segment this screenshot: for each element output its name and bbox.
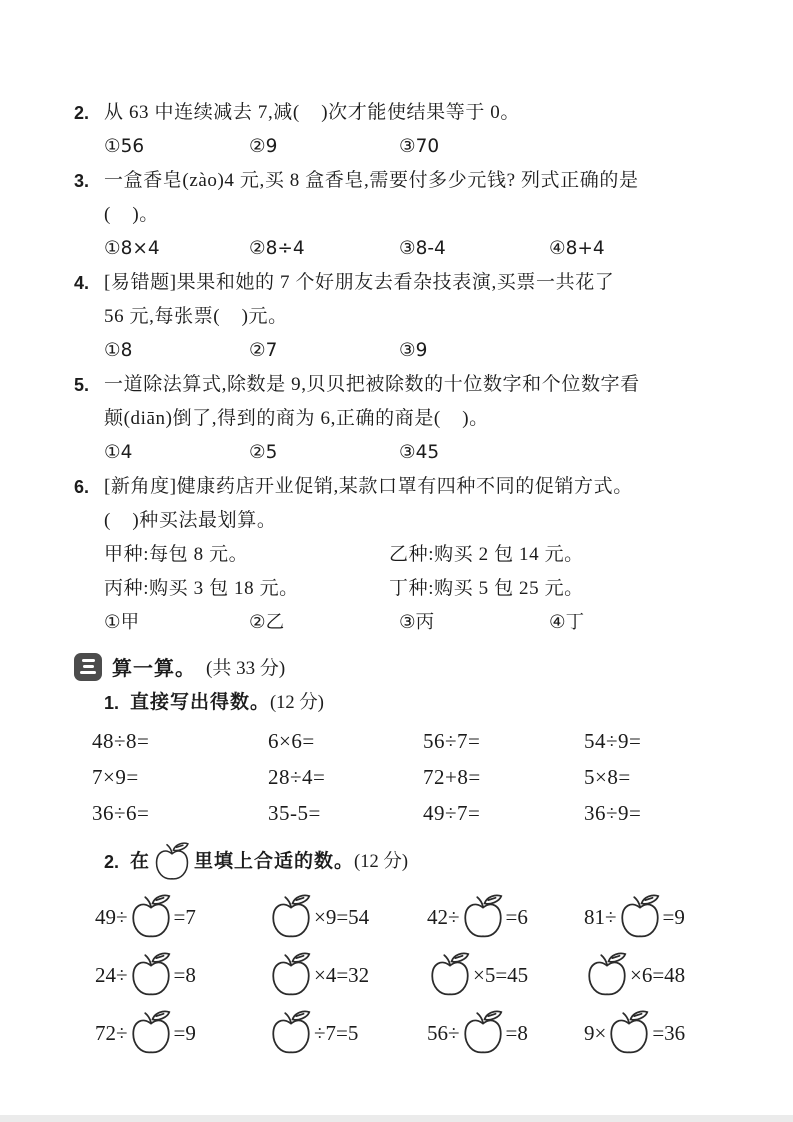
subquestion-number: 1. <box>104 693 120 713</box>
apple-equations-grid <box>95 891 737 1059</box>
subquestion-title-before: 在 <box>130 851 151 872</box>
option-3: ③9 <box>399 340 428 361</box>
apple-equation <box>268 1007 427 1059</box>
section-score: (共 33 分) <box>206 658 286 679</box>
equation-after: ×6=48 <box>630 962 686 987</box>
apple-icon <box>268 951 314 999</box>
question-number: 2. <box>74 103 90 123</box>
option-3: ③70 <box>399 136 440 157</box>
equation-before: 24÷ <box>95 962 128 987</box>
equation-after: ÷7=5 <box>314 1020 359 1045</box>
question-text: 一盒香皂(zào)4 元,买 8 盒香皂,需要付多少元钱? 列式正确的是 <box>104 170 639 191</box>
section-three-header <box>74 652 737 681</box>
apple-icon <box>460 893 506 941</box>
apple-icon <box>584 951 630 999</box>
promo-plan-row-1 <box>74 538 737 572</box>
apple-equation <box>427 891 584 943</box>
apple-equation <box>427 949 584 1001</box>
equation-after: =8 <box>505 1020 528 1045</box>
option-1: ①4 <box>104 442 133 463</box>
equation-before: 42÷ <box>427 904 460 929</box>
equation-before: 72÷ <box>95 1020 128 1045</box>
option-2: ②9 <box>249 136 278 157</box>
option-3: ③8-4 <box>399 238 446 259</box>
equation: 36÷9= <box>584 801 642 825</box>
question-text-continued: ( )种买法最划算。 <box>104 510 277 531</box>
subquestion-number: 2. <box>104 852 120 872</box>
apple-icon <box>268 893 314 941</box>
apple-icon <box>128 951 174 999</box>
question-number: 5. <box>74 375 90 395</box>
apple-equation <box>427 1007 584 1059</box>
option-1: ①8×4 <box>104 238 160 259</box>
question-3 <box>74 164 737 266</box>
question-text-continued: 56 元,每张票( )元。 <box>104 306 288 327</box>
equation-after: ×4=32 <box>314 962 370 987</box>
option-2: ②乙 <box>249 612 285 633</box>
question-text: [新角度]健康药店开业促销,某款口罩有四种不同的促销方式。 <box>104 476 633 497</box>
subquestion-score: (12 分) <box>270 693 324 713</box>
option-4: ④8+4 <box>549 238 605 259</box>
apple-equation <box>95 891 268 943</box>
subquestion-2-header <box>74 841 737 883</box>
question-text: 从 63 中连续减去 7,减( )次才能使结果等于 0。 <box>104 102 521 123</box>
option-row <box>74 130 737 164</box>
apple-icon <box>152 841 192 883</box>
equation-after: =8 <box>173 962 196 987</box>
equation-before: 9× <box>584 1020 607 1045</box>
equation-after: =36 <box>652 1020 686 1045</box>
apple-equation <box>268 949 427 1001</box>
apple-equation <box>584 949 737 1001</box>
option-row <box>74 232 737 266</box>
option-1: ①8 <box>104 340 133 361</box>
option-4: ④丁 <box>549 612 585 633</box>
equation: 35-5= <box>268 801 321 825</box>
question-4 <box>74 266 737 368</box>
question-number: 4. <box>74 273 90 293</box>
equation: 48÷8= <box>92 729 150 753</box>
equation: 6×6= <box>268 729 315 753</box>
plan-ding: 丁种:购买 5 包 25 元。 <box>389 578 584 599</box>
option-1: ①甲 <box>104 612 140 633</box>
question-5 <box>74 368 737 470</box>
apple-icon <box>268 1009 314 1057</box>
section-title: 算一算。 <box>112 658 196 680</box>
equation-before: 56÷ <box>427 1020 460 1045</box>
apple-equation <box>95 949 268 1001</box>
option-1: ①56 <box>104 136 145 157</box>
apple-equation <box>95 1007 268 1059</box>
apple-equation <box>584 891 737 943</box>
plan-jia: 甲种:每包 8 元。 <box>104 544 249 565</box>
subquestion-title: 直接写出得数。 <box>130 692 271 713</box>
subquestion-score: (12 分) <box>354 852 408 872</box>
subquestion-title-after: 里填上合适的数。 <box>194 851 355 872</box>
equation-before: 49÷ <box>95 904 128 929</box>
apple-icon <box>606 1009 652 1057</box>
equation: 5×8= <box>584 765 631 789</box>
subquestion-1-header <box>74 685 737 721</box>
option-3: ③丙 <box>399 612 435 633</box>
apple-equation <box>268 891 427 943</box>
equation: 56÷7= <box>423 729 481 753</box>
question-text: 一道除法算式,除数是 9,贝贝把被除数的十位数字和个位数字看 <box>104 374 640 395</box>
apple-icon <box>128 893 174 941</box>
option-2: ②8÷4 <box>249 238 305 259</box>
equation: 7×9= <box>92 765 139 789</box>
page-edge-strip <box>0 1115 793 1122</box>
section-number-three-icon <box>74 653 102 681</box>
option-row <box>74 436 737 470</box>
option-row <box>74 334 737 368</box>
question-number: 6. <box>74 477 90 497</box>
equation-after: =7 <box>173 904 196 929</box>
equation-before: 81÷ <box>584 904 617 929</box>
apple-equation <box>584 1007 737 1059</box>
equation-after: =6 <box>505 904 528 929</box>
apple-icon <box>617 893 663 941</box>
plan-bing: 丙种:购买 3 包 18 元。 <box>104 578 299 599</box>
equation-after: =9 <box>662 904 685 929</box>
equation: 28÷4= <box>268 765 326 789</box>
equation: 49÷7= <box>423 801 481 825</box>
option-3: ③45 <box>399 442 440 463</box>
equation: 36÷6= <box>92 801 150 825</box>
promo-plan-row-2 <box>74 572 737 606</box>
apple-icon <box>427 951 473 999</box>
equation-after: =9 <box>173 1020 196 1045</box>
option-2: ②7 <box>249 340 278 361</box>
direct-equations-grid <box>92 723 737 831</box>
plan-yi: 乙种:购买 2 包 14 元。 <box>389 544 584 565</box>
apple-icon <box>460 1009 506 1057</box>
option-row <box>74 606 737 640</box>
equation-after: ×9=54 <box>314 904 370 929</box>
apple-icon <box>128 1009 174 1057</box>
question-text-continued: 颠(diān)倒了,得到的商为 6,正确的商是( )。 <box>104 408 489 429</box>
equation-after: ×5=45 <box>473 962 529 987</box>
equation: 72+8= <box>423 765 481 789</box>
option-2: ②5 <box>249 442 278 463</box>
equation: 54÷9= <box>584 729 642 753</box>
question-2 <box>74 96 737 164</box>
question-number: 3. <box>74 171 90 191</box>
question-text: [易错题]果果和她的 7 个好朋友去看杂技表演,买票一共花了 <box>104 272 615 293</box>
question-text-continued: ( )。 <box>104 204 159 225</box>
question-6 <box>74 470 737 640</box>
